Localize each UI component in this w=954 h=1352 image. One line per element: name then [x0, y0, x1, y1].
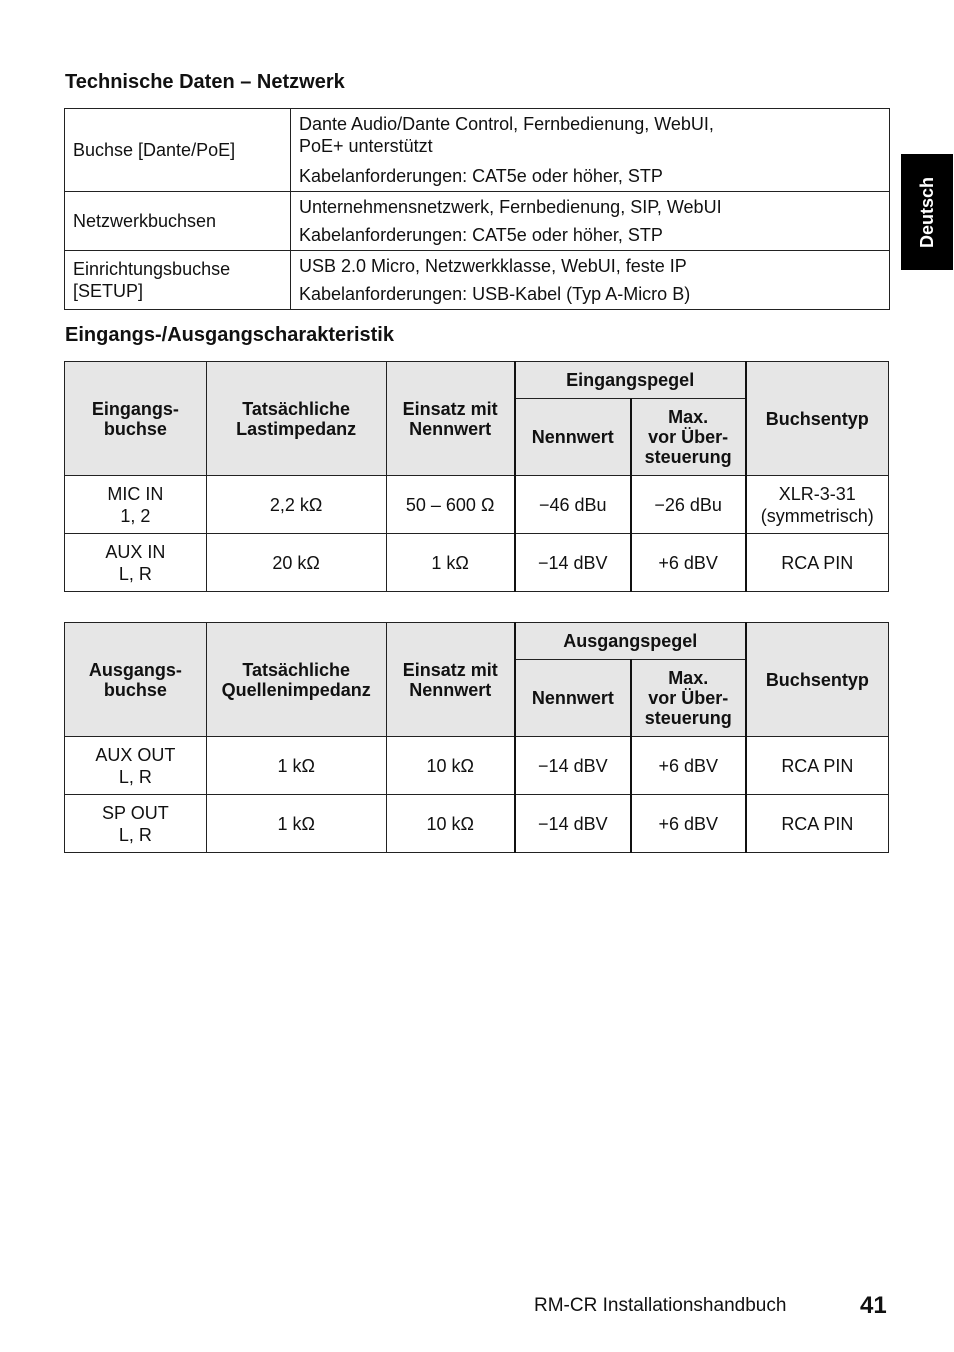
header-jack: [65, 623, 207, 737]
label-line: [SETUP]: [73, 281, 144, 301]
header-max: [631, 399, 746, 476]
cell-jack: [65, 476, 207, 534]
cell-max: −26 dBu: [631, 476, 746, 534]
desc-line: Kabelanforderungen: USB-Kabel (Typ A-Micro B): [299, 284, 691, 304]
network-label-setup: [65, 251, 291, 310]
header-nominal-use: [386, 362, 515, 476]
cell-nominal-use: 10 kΩ: [386, 737, 515, 795]
cell-line: L, R: [118, 563, 152, 584]
network-label-netzwerk: Netzwerkbuchsen: [65, 192, 291, 251]
table-header-row: [65, 623, 889, 660]
header-line: buchse: [103, 418, 167, 439]
header-nominal-use: [386, 623, 515, 737]
cell-impedance: 1 kΩ: [206, 795, 386, 853]
cell-line: L, R: [118, 824, 152, 845]
desc-line: Kabelanforderungen: CAT5e oder höher, STP: [299, 166, 663, 186]
output-characteristics-table: [64, 622, 889, 853]
cell-impedance: 1 kΩ: [206, 737, 386, 795]
side-tab-label: Deutsch: [916, 176, 937, 248]
header-line: Max.: [668, 407, 709, 427]
cell-connector: RCA PIN: [746, 737, 889, 795]
header-line: vor Über-: [648, 427, 729, 447]
cell-connector: RCA PIN: [746, 795, 889, 853]
cell-line: MIC IN: [107, 483, 164, 504]
cell-max: +6 dBV: [631, 795, 746, 853]
cell-impedance: 2,2 kΩ: [206, 476, 386, 534]
table-row: [65, 192, 890, 251]
cell-impedance: 20 kΩ: [206, 534, 386, 592]
cell-jack: [65, 795, 207, 853]
table-row: [65, 737, 889, 795]
language-side-tab: [901, 154, 953, 270]
header-impedance: [206, 623, 386, 737]
header-line: Ausgangs-: [88, 659, 182, 680]
cell-line: 1, 2: [120, 505, 151, 526]
cell-nominal: −14 dBV: [515, 795, 631, 853]
input-characteristics-table: [64, 361, 889, 592]
cell-connector: [746, 476, 889, 534]
cell-nominal-use: 1 kΩ: [386, 534, 515, 592]
header-line: Tatsächliche: [242, 398, 350, 419]
cell-line: XLR-3-31: [778, 483, 856, 504]
header-level-group: Ausgangspegel: [515, 623, 746, 660]
header-connector: Buchsentyp: [746, 362, 889, 476]
cell-line: SP OUT: [102, 802, 169, 823]
cell-nominal: −14 dBV: [515, 534, 631, 592]
table-row: [65, 251, 890, 310]
cell-line: AUX OUT: [95, 744, 176, 765]
network-spec-table: [64, 108, 890, 310]
header-line: steuerung: [644, 447, 732, 467]
cell-nominal-use: 10 kΩ: [386, 795, 515, 853]
header-connector: Buchsentyp: [746, 623, 889, 737]
header-line: Lastimpedanz: [236, 418, 357, 439]
header-line: Quellenimpedanz: [221, 679, 371, 700]
network-desc-setup: [291, 251, 890, 310]
table-header-row: [65, 362, 889, 399]
cell-jack: [65, 737, 207, 795]
section-title-network: Technische Daten – Netzwerk: [65, 71, 345, 93]
table-row: [65, 476, 889, 534]
header-line: Eingangs-: [91, 398, 179, 419]
header-line: vor Über-: [648, 688, 729, 708]
cell-jack: [65, 534, 207, 592]
network-desc-dante: [291, 109, 890, 192]
header-line: Einsatz mit: [402, 659, 498, 680]
header-impedance: [206, 362, 386, 476]
table-row: [65, 795, 889, 853]
header-nominal: Nennwert: [515, 660, 631, 737]
table-row: [65, 534, 889, 592]
desc-line: PoE+ unterstützt: [299, 136, 433, 156]
desc-line: Dante Audio/Dante Control, Fernbedienung, WebUI,: [299, 114, 714, 134]
cell-nominal: −14 dBV: [515, 737, 631, 795]
page-number: 41: [860, 1292, 887, 1319]
label-line: Einrichtungsbuchse: [73, 259, 231, 279]
header-line: buchse: [103, 679, 167, 700]
cell-nominal-use: 50 – 600 Ω: [386, 476, 515, 534]
desc-line: Unternehmensnetzwerk, Fernbedienung, SIP, WebUI: [299, 197, 722, 217]
header-level-group: Eingangspegel: [515, 362, 746, 399]
header-max: [631, 660, 746, 737]
cell-nominal: −46 dBu: [515, 476, 631, 534]
header-jack: [65, 362, 207, 476]
section-title-io: Eingangs-/Ausgangscharakteristik: [65, 324, 394, 346]
cell-line: AUX IN: [105, 541, 166, 562]
header-nominal: Nennwert: [515, 399, 631, 476]
table-row: [65, 109, 890, 192]
cell-max: +6 dBV: [631, 737, 746, 795]
network-desc-netzwerk: [291, 192, 890, 251]
footer-manual-title: RM-CR Installationshandbuch: [534, 1295, 787, 1316]
cell-connector: RCA PIN: [746, 534, 889, 592]
header-line: Max.: [668, 668, 709, 688]
desc-line: USB 2.0 Micro, Netzwerkklasse, WebUI, feste IP: [299, 256, 687, 276]
network-label-dante: Buchse [Dante/PoE]: [65, 109, 291, 192]
cell-max: +6 dBV: [631, 534, 746, 592]
cell-line: (symmetrisch): [760, 505, 874, 526]
header-line: Nennwert: [409, 418, 492, 439]
header-line: Tatsächliche: [242, 659, 351, 680]
header-line: steuerung: [644, 708, 732, 728]
desc-line: Kabelanforderungen: CAT5e oder höher, STP: [299, 225, 663, 245]
cell-line: L, R: [118, 766, 152, 787]
header-line: Nennwert: [409, 679, 492, 700]
header-line: Einsatz mit: [402, 398, 498, 419]
